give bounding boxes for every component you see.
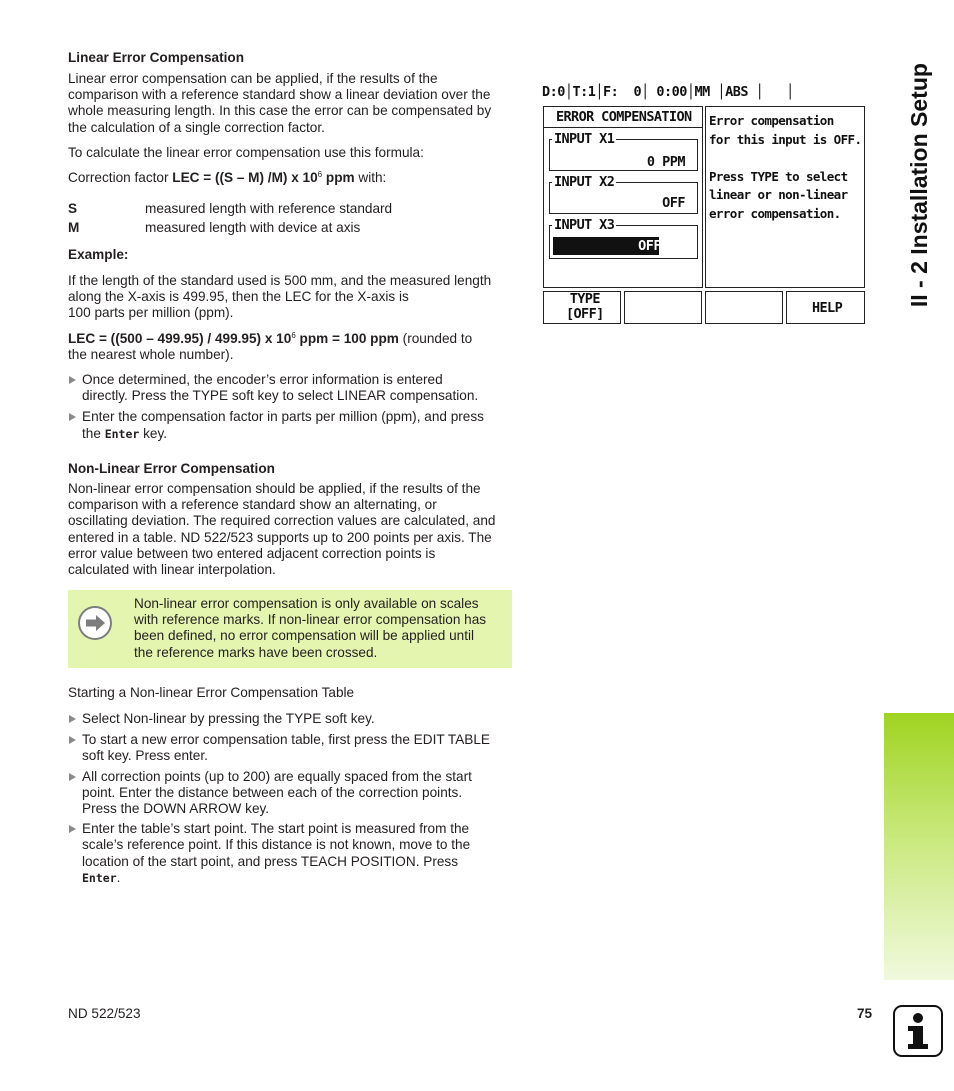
lec-rest: (rounded to	[398, 331, 473, 346]
text-line: 100 parts per million (ppm).	[68, 305, 234, 321]
example-text	[68, 273, 512, 322]
bullet-arrow-icon	[69, 715, 76, 723]
chapter-tab	[884, 713, 954, 980]
text-fragment: key.	[139, 425, 168, 441]
status-bar: D:0│T:1│F: 0│ 0:00│MM │ABS │ │	[542, 84, 794, 100]
table-intro: Starting a Non-linear Error Compensation Table	[68, 685, 355, 700]
input-value: 0 PPM	[646, 154, 685, 170]
text-line: location of the start point, and press TEACH POSITION. Press	[82, 853, 458, 869]
bullet-arrow-icon	[69, 376, 76, 384]
arrow-right-icon	[78, 606, 112, 640]
input-label: INPUT X1	[554, 131, 615, 147]
text-line: Enter the table’s start point. The start point is measured from the	[82, 821, 470, 837]
chapter-title-text: II - 2 Installation Setup	[905, 62, 932, 308]
enter-key-label: Enter	[82, 870, 117, 885]
formula-unit: ppm	[322, 170, 355, 185]
def-key: M	[68, 220, 80, 235]
text-line: Non-linear error compensation is only available on scales	[134, 596, 479, 611]
text-line: whole measuring length. In this case the error can be compensated by	[68, 103, 492, 119]
text-line: To calculate the linear error compensation use this formula:	[68, 145, 424, 160]
softkey-type[interactable]	[543, 291, 621, 324]
def-key: S	[68, 201, 78, 216]
text-line: If the length of the standard used is 500 mm, and the measured length	[68, 273, 492, 288]
list-item	[68, 732, 512, 764]
def-value: measured length with device at axis	[145, 220, 361, 235]
definitions	[68, 201, 512, 241]
text-line: Non-linear error compensation should be applied, if the results of the	[68, 481, 481, 496]
list-item	[68, 372, 512, 404]
bullet-arrow-icon	[69, 413, 76, 421]
enter-key-label: Enter	[104, 426, 140, 441]
para-linear-1	[68, 71, 512, 136]
input-value-selected: OFF	[638, 238, 661, 254]
text-line: All correction points (up to 200) are equally spaced from the start	[82, 768, 472, 784]
panel-title: ERROR COMPENSATION	[556, 109, 692, 125]
text-line: along the X-axis is 499.95, then the LEC for the X-axis is	[68, 289, 409, 305]
lec-bold2: ppm = 100 ppm	[295, 331, 399, 346]
bullet-list-2	[68, 711, 512, 886]
lec-example	[68, 331, 512, 363]
text-line: the calculation of a single correction factor.	[68, 119, 325, 135]
list-item	[68, 769, 512, 818]
help-text: Error compensation for this input is OFF. Press TYPE to select linear or non-linear error compensation.	[709, 113, 862, 221]
note-box	[68, 590, 512, 668]
softkey-blank[interactable]	[624, 291, 702, 324]
text-line: comparison with a reference standard show an alternating, or	[68, 497, 437, 513]
softkey-label: TYPE [OFF]	[566, 291, 604, 322]
text-line: Press the DOWN ARROW key.	[82, 801, 270, 817]
formula-suffix: with:	[354, 170, 387, 185]
list-item	[68, 821, 512, 886]
help-panel	[705, 106, 865, 288]
bullet-list-1	[68, 372, 512, 442]
lec-bold: LEC = ((500 – 499.95) / 499.95) x 10	[68, 331, 292, 346]
text-line: been defined, no error compensation will be applied until	[134, 628, 475, 644]
text-line: comparison with a reference standard show a linear deviation over the	[68, 87, 491, 103]
input-label: INPUT X2	[554, 174, 615, 190]
text-line: oscillating deviation. The required correction values are calculated, and	[68, 513, 496, 529]
text-line: scale’s reference point. If this distance is not known, move to the	[82, 837, 471, 853]
text-fragment: .	[116, 869, 121, 885]
softkey-blank[interactable]	[705, 291, 783, 324]
para-linear-2	[68, 145, 512, 161]
text-line: the nearest whole number).	[68, 347, 234, 363]
bullet-arrow-icon	[69, 825, 76, 833]
text-line: with reference marks. If non-linear error compensation has	[134, 612, 487, 628]
text-line: Enter the compensation factor in parts per million (ppm), and press	[82, 409, 484, 425]
text-line: calculated with linear interpolation.	[68, 562, 276, 578]
formula-bold: LEC = ((S – M) /M) x 10	[172, 170, 318, 185]
softkey-label: HELP	[812, 300, 843, 316]
input-label: INPUT X3	[554, 217, 615, 233]
softkey-help[interactable]	[786, 291, 865, 324]
bullet-arrow-icon	[69, 736, 76, 744]
para-nonlinear	[68, 481, 512, 578]
section-nonlinear	[68, 461, 512, 477]
text-line: To start a new error compensation table, first press the EDIT TABLE	[82, 732, 490, 748]
bullet-arrow-icon	[69, 773, 76, 781]
text-line: point. Enter the distance between each of the correction points.	[82, 784, 463, 800]
text-line: the reference marks have been crossed.	[134, 644, 378, 660]
lec-exp: 6	[291, 331, 296, 340]
divider	[544, 127, 702, 128]
text-line: Select Non-linear by pressing the TYPE soft key.	[82, 711, 375, 726]
table-intro-wrap	[68, 685, 512, 701]
section-linear	[68, 50, 512, 66]
chapter-title	[897, 40, 941, 330]
text-line: error value between two entered adjacent correction points is	[68, 545, 436, 561]
text-line: soft key. Press enter.	[82, 748, 208, 764]
error-compensation-panel	[543, 106, 703, 288]
info-icon	[893, 1005, 943, 1057]
text-line: directly. Press the TYPE soft key to select LINEAR compensation.	[82, 388, 479, 404]
heading-linear: Linear Error Compensation	[68, 50, 244, 65]
formula-prefix: Correction factor	[68, 170, 173, 185]
def-value: measured length with reference standard	[145, 201, 393, 216]
example-heading: Example:	[68, 247, 129, 262]
text-line: Once determined, the encoder’s error information is entered	[82, 372, 443, 387]
note-text	[134, 596, 510, 661]
footer-model: ND 522/523	[68, 1006, 141, 1021]
list-item	[68, 711, 512, 727]
formula-exp: 6	[317, 170, 323, 179]
page-number: 75	[857, 1006, 873, 1021]
display-screenshot	[540, 82, 868, 327]
input-value: OFF	[662, 195, 685, 211]
example-heading-wrap	[68, 247, 512, 263]
text-line: Linear error compensation can be applied, if the results of the	[68, 71, 438, 86]
heading-nonlinear: Non-Linear Error Compensation	[68, 461, 275, 476]
list-item	[68, 409, 512, 441]
text-line: entered in a table. ND 522/523 supports up to 200 points per axis. The	[68, 529, 492, 545]
text-fragment: the	[82, 425, 105, 441]
formula	[68, 170, 512, 186]
